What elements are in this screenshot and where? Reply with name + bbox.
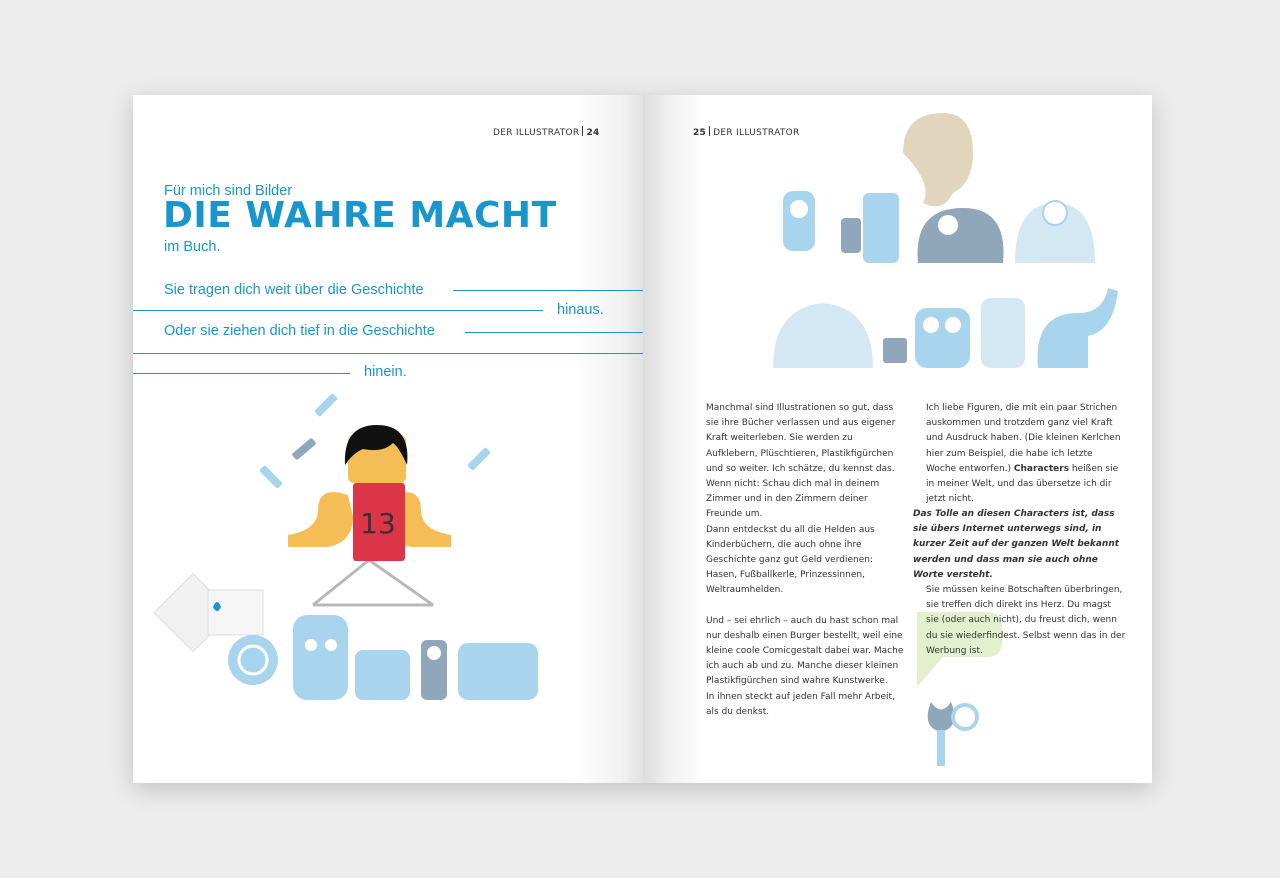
line-text-1: Sie tragen dich weit über die Geschichte	[164, 282, 424, 298]
running-head-title: DER ILLUSTRATOR	[493, 128, 580, 138]
jersey-number: 13	[360, 507, 396, 540]
book-spread	[133, 95, 1152, 783]
text-run: Ich liebe Figuren, die mit ein paar Strichen auskommen und trotzdem ganz viel Kraft und Ausdruck haben. (Die kleinen Kerlchen hier zum Beispiel, die habe ich letzte Woche entworfen.)	[926, 403, 1121, 474]
left-illustration	[133, 385, 643, 715]
text-run: heißen sie in meiner Welt, und das übersetze ich dir jetzt nicht.	[926, 463, 1119, 505]
rule-5	[133, 373, 350, 374]
paragraph: In ihnen steckt auf jeden Fall mehr Arbeit, als du denkst.	[706, 691, 895, 717]
right-page	[643, 95, 1152, 783]
running-head-title: DER ILLUSTRATOR	[713, 128, 800, 138]
running-head-left	[493, 126, 600, 138]
rule-1	[453, 290, 643, 291]
creatures-illustration	[763, 113, 1123, 373]
pencil-icon	[314, 393, 338, 417]
creature-row-left	[228, 615, 538, 700]
headline: DIE WAHRE MACHT	[163, 195, 557, 236]
line-text-2: hinaus.	[557, 302, 604, 318]
text-column-1	[706, 401, 906, 720]
line-text-4: hinein.	[364, 364, 407, 380]
pull-quote: Das Tolle an diesen Characters ist, dass sie übers Internet unterwegs sind, in kurzer Zeit auf der ganzen Welt bekannt werden und dass man sie auch ohne Worte versteht.	[913, 509, 1120, 580]
pencil-icon	[259, 465, 283, 489]
kicker-bottom: im Buch.	[164, 239, 221, 255]
left-page	[133, 95, 643, 783]
rule-2	[133, 310, 543, 311]
rule-3	[465, 332, 643, 333]
page-number: 25	[693, 128, 707, 138]
rule-4	[133, 353, 643, 354]
paragraph: Und – sei ehrlich – auch du hast schon mal nur deshalb einen Burger bestellt, weil eine kleine coole Comicgestalt dabei war. Mache ich auch ab und zu. Manche dieser kleinen Plastikfigürchen sind wahre Kunstwerke.	[706, 615, 904, 687]
paragraph	[926, 401, 1124, 507]
speech-bubble	[903, 113, 973, 206]
pencil-icon	[291, 438, 316, 461]
line-text-3: Oder sie ziehen dich tief in die Geschichte	[164, 323, 435, 339]
kicker-top: Für mich sind Bilder	[164, 183, 293, 199]
text-column-2-bottom: Sie müssen keine Botschaften überbringen, sie treffen dich direkt ins Herz. Du magst sie (oder auch nicht), du freust dich, wenn du sie wiederfindest. Selbst wenn das in der Werbung ist.	[926, 585, 1126, 656]
creature-row-bottom	[773, 288, 1118, 368]
bold-term: Characters	[1013, 463, 1070, 474]
paragraph: Dann entdeckst du all die Helden aus Kinderbüchern, die auch ohne ihre Geschichte ganz gut Geld verdienen: Hasen, Fußballkerle, Prinzessinnen, Weltraumhelden.	[706, 524, 875, 596]
pencil-icon	[467, 447, 491, 471]
paragraph: Manchmal sind Illustrationen so gut, dass sie ihre Bücher verlassen und aus eigener Kraft weiterleben. Sie werden zu Aufklebern, Plüschtieren, Plastikfigürchen und so weiter. Ich schätze, du kennst das. Wenn nicht: Schau dich mal in deinem Zimmer und in den Zimmern deiner Freunde um.	[706, 403, 896, 520]
text-column-2	[926, 401, 1124, 507]
page-number: 24	[586, 128, 600, 138]
